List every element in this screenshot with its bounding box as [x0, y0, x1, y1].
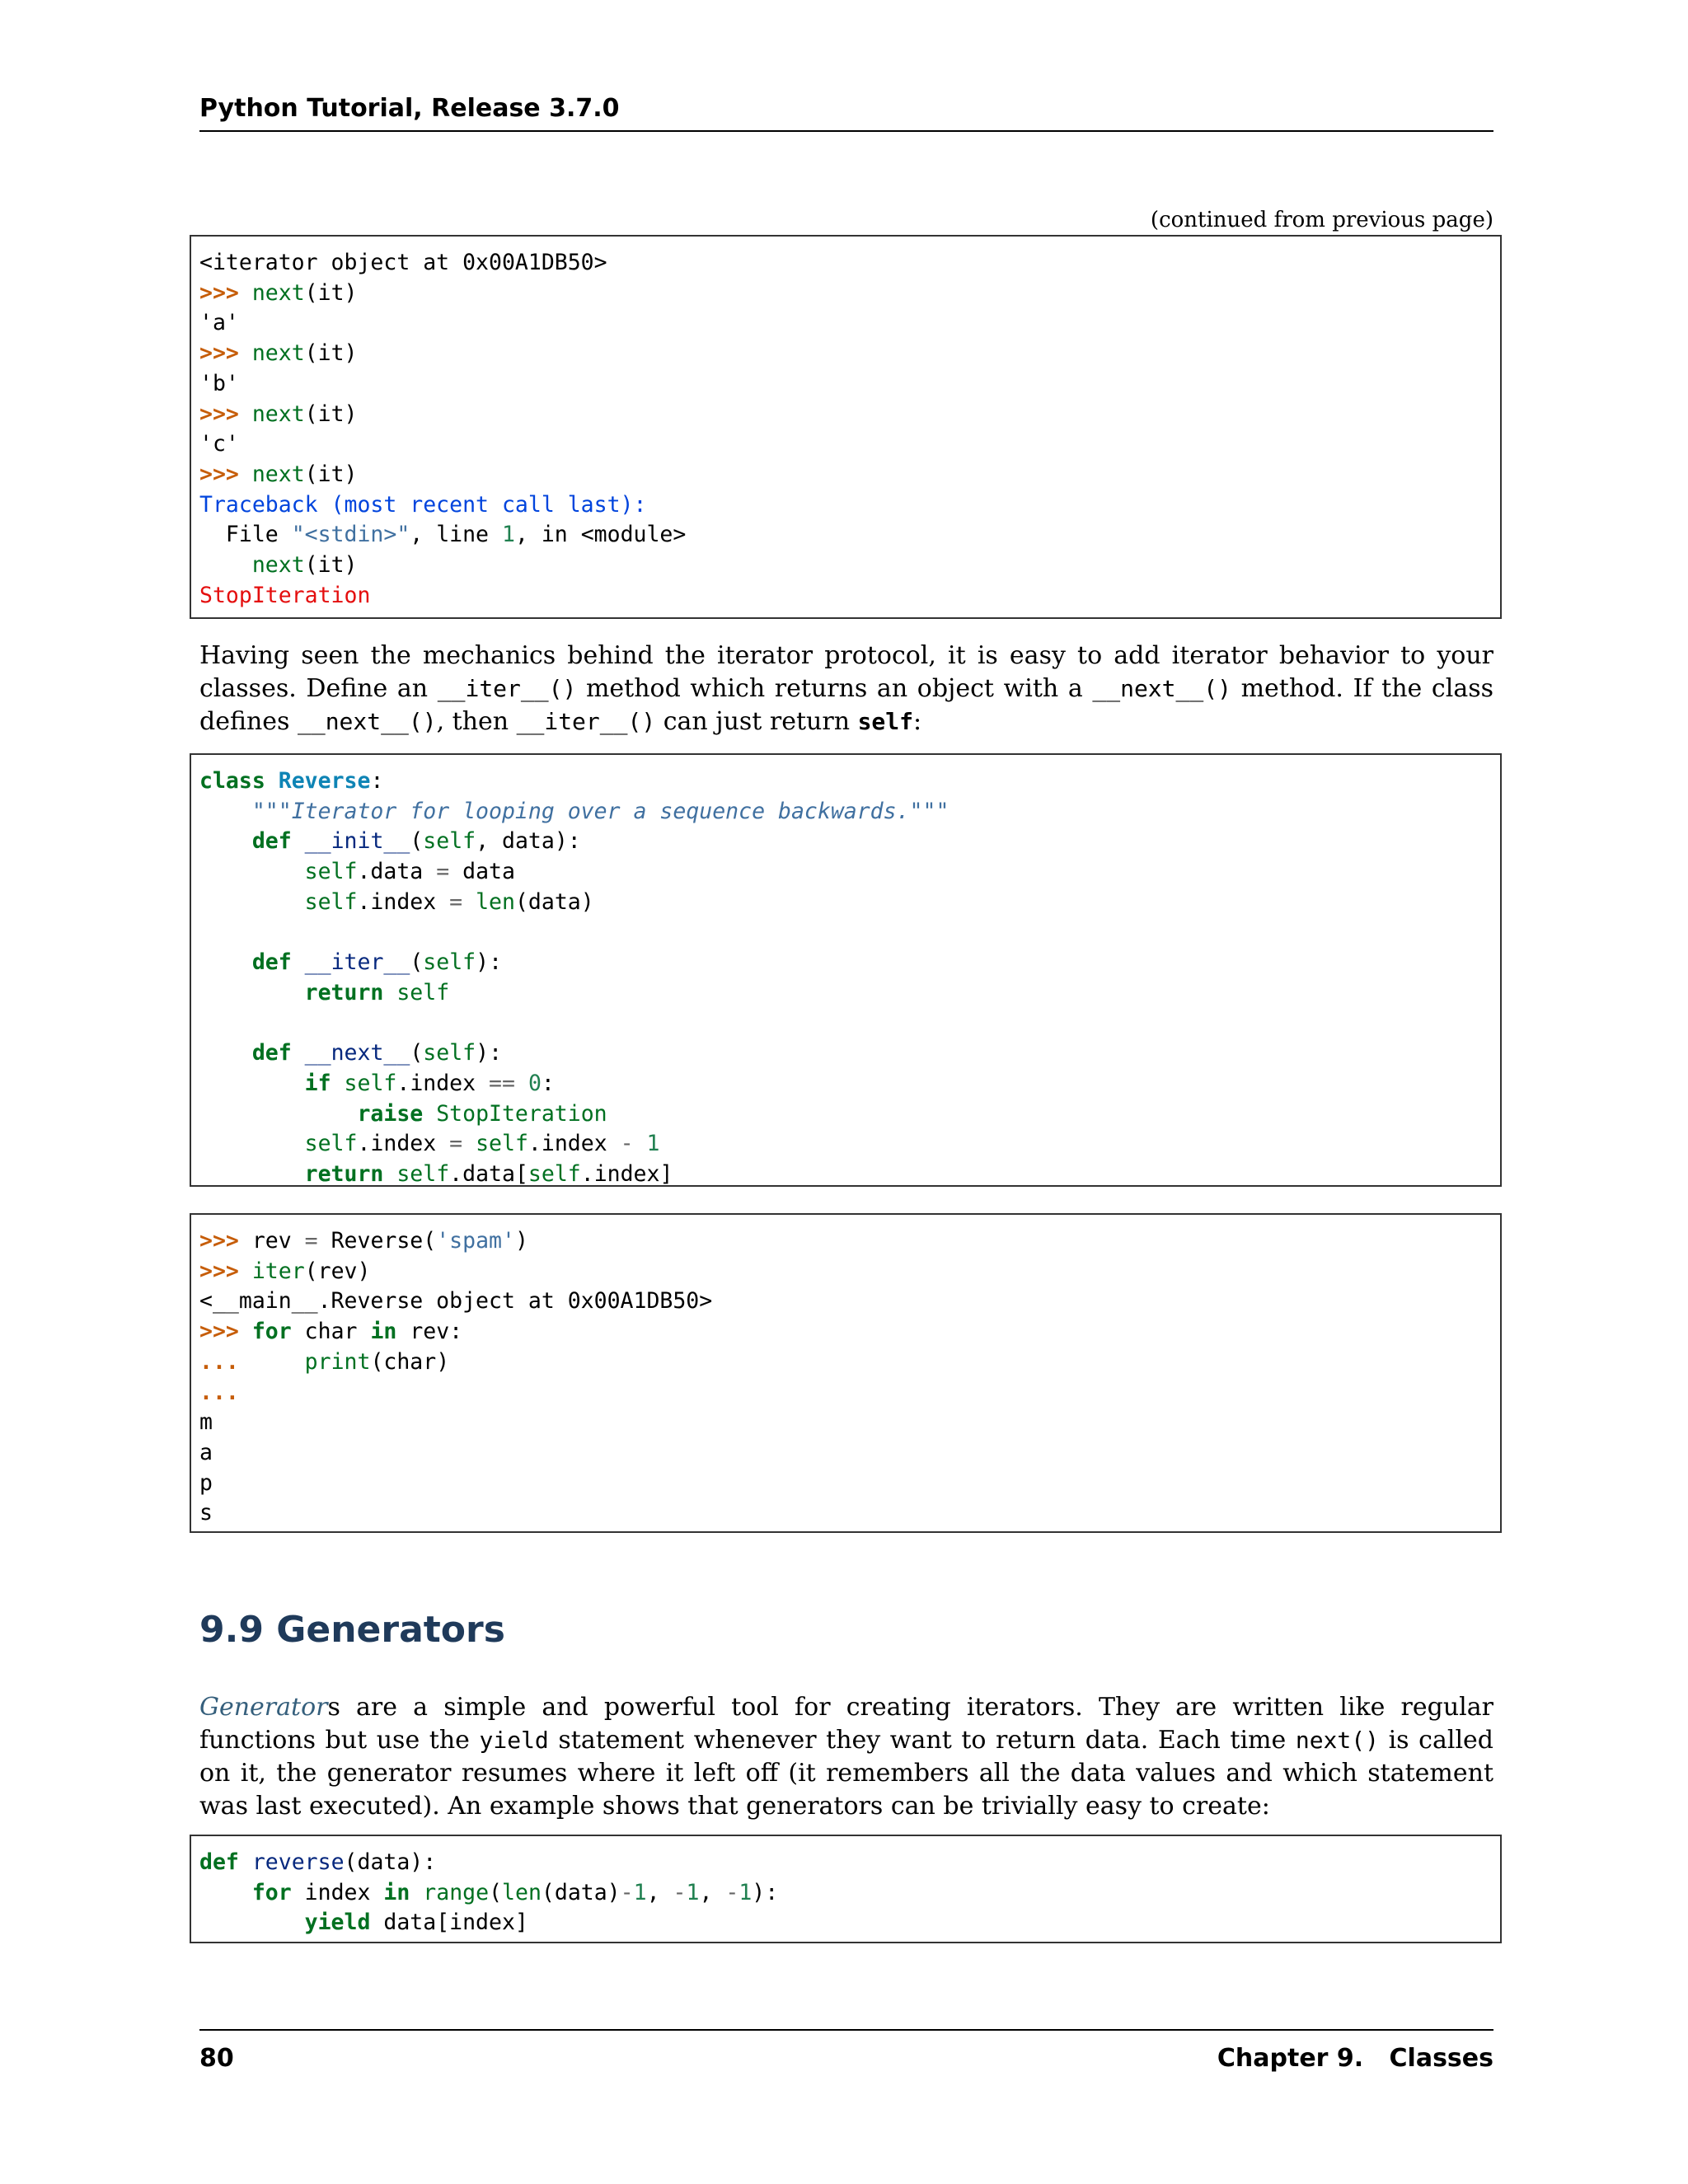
code-text: >>> rev = Reverse('spam') >>> iter(rev) <__main__.Reverse object at 0x00A1DB50> >>> for char in rev: ... print(char) ... m a p s: [199, 1228, 713, 1526]
code-block-reverse-class: [190, 753, 1502, 1187]
footer-rule: [199, 2029, 1493, 2031]
paragraph-iterator-behavior: Having seen the mechanics behind the iterator protocol, it is easy to add iterator behavior to your classes. Define an __iter__() method which returns an object with a __next__() method. If the class defines __next__(), then __iter__() can just return self:: [199, 641, 1494, 736]
page-number: 80: [199, 2044, 234, 2073]
error-line: StopIteration: [199, 582, 371, 608]
code-line: 'a': [199, 310, 239, 336]
code-block-reverse-generator: [190, 1835, 1502, 1943]
code-line: <__main__.Reverse object at 0x00A1DB50>: [199, 1288, 713, 1315]
glossary-link-generator[interactable]: Generator: [199, 1693, 328, 1722]
builtin-next: next: [251, 279, 305, 306]
code-block-iterator-session: [190, 235, 1502, 619]
section-title: 9.9 Generators: [199, 1609, 505, 1651]
code-line: 'b': [199, 370, 239, 396]
code-text: <iterator object at 0x00A1DB50> >>> next(it) 'a' >>> next(it) 'b' >>> next(it) 'c' >>> next(it) Traceback (most recent call last): File "<stdin>", line 1, in <module> next(it) StopIteration: [199, 250, 687, 608]
traceback-line: Traceback (most recent call last):: [199, 491, 647, 518]
code-line: 'c': [199, 431, 239, 457]
paragraph-generators: Generators are a simple and powerful tool for creating iterators. They are written like regular functions but use the yield statement whenever they want to return data. Each time next() is called on it, the generator resumes where it left off (it remembers all the data values and which statement was last executed). An example shows that generators can be trivially easy to create:: [199, 1693, 1493, 1821]
code-text: class Reverse: """Iterator for looping over a sequence backwards.""" def __init__(self, data): self.data = data self.index = len(data) def __iter__(self): return self def __next__(self): if self.index == 0: raise StopIteration self.index = self.index - 1 return self.data[self.index]: [199, 768, 950, 1188]
header-rule: [199, 130, 1493, 132]
prompt: >>>: [199, 279, 252, 306]
continued-note: (continued from previous page): [1150, 208, 1493, 232]
code-block-reverse-session: [190, 1213, 1502, 1533]
code-text: def reverse(data): for index in range(len(data)-1, -1, -1): yield data[index]: [199, 1849, 779, 1936]
code-line: <iterator object at 0x00A1DB50>: [199, 250, 607, 275]
running-header-title: Python Tutorial, Release 3.7.0: [199, 94, 620, 123]
footer-chapter: Chapter 9. Classes: [1217, 2044, 1493, 2073]
